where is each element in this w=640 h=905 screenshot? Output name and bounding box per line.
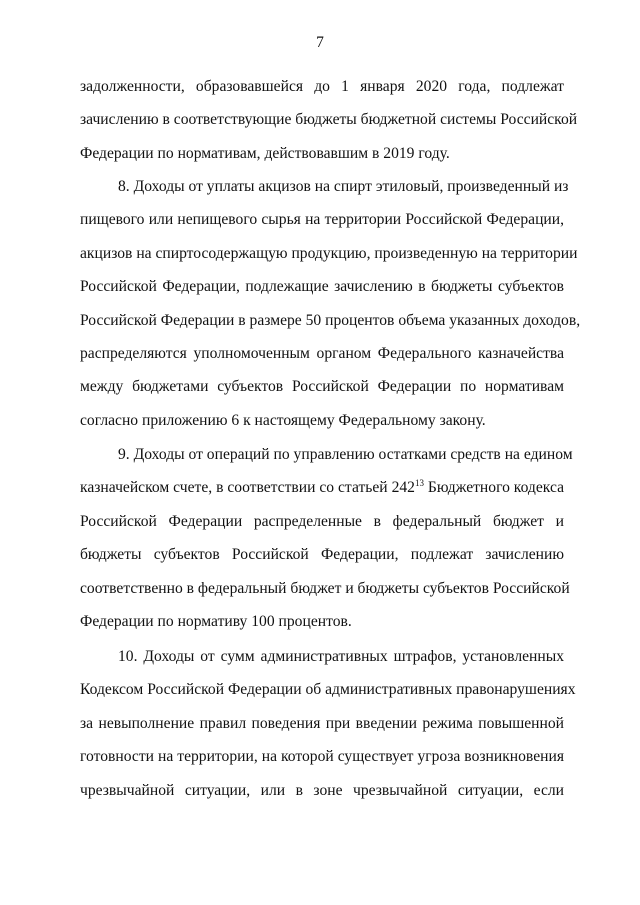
paragraph-item-9	[80, 438, 573, 638]
text-line: соответственно в федеральный бюджет и бюджеты субъектов Российской	[80, 579, 570, 597]
paragraph-continuation	[80, 70, 578, 170]
text-line: за невыполнение правил поведения при введении режима повышенной	[80, 714, 564, 732]
text-line: Российской Федерации в размере 50 процентов объема указанных доходов,	[80, 311, 581, 329]
text-segment: казначейском счете, в соответствии со статьей 242	[80, 479, 415, 497]
text-line: Федерации по нормативу 100 процентов.	[80, 612, 352, 630]
text-line: Российской Федерации распределенные в федеральный бюджет и	[80, 512, 564, 530]
paragraph-item-10	[80, 640, 576, 807]
paragraph-item-8	[80, 170, 581, 437]
text-line: задолженности, образовавшейся до 1 января 2020 года, подлежат	[80, 78, 564, 95]
text-line: пищевого или непищевого сырья на территории Российской Федерации,	[80, 211, 564, 229]
text-line: готовности на территории, на которой существует угроза возникновения	[80, 748, 564, 766]
text-line: акцизов на спиртосодержащую продукцию, произведенную на территории	[80, 244, 578, 262]
text-line: 9. Доходы от операций по управлению остатками средств на едином	[118, 446, 573, 463]
text-line: 10. Доходы от сумм административных штрафов, установленных	[118, 648, 564, 665]
text-line: Федерации по нормативам, действовавшим в 2019 году.	[80, 144, 450, 162]
text-line: согласно приложению 6 к настоящему Федеральному закону.	[80, 411, 486, 429]
text-line-with-superscript	[80, 471, 564, 504]
text-line: бюджеты субъектов Российской Федерации, подлежат зачислению	[80, 546, 564, 564]
text-segment: Бюджетного кодекса	[423, 479, 564, 497]
text-line: между бюджетами субъектов Российской Федерации по нормативам	[80, 378, 564, 396]
superscript: 13	[414, 478, 424, 489]
text-line: чрезвычайной ситуации, или в зоне чрезвычайной ситуации, если	[80, 781, 564, 799]
page-number: 7	[316, 34, 324, 51]
text-line: зачислению в соответствующие бюджеты бюджетной системы Российской	[80, 111, 578, 129]
text-line: Кодексом Российской Федерации об административных правонарушениях	[80, 681, 576, 699]
text-line: распределяются уполномоченным органом Федерального казначейства	[80, 344, 564, 362]
text-line: 8. Доходы от уплаты акцизов на спирт этиловый, произведенный из	[118, 178, 569, 195]
text-line: Российской Федерации, подлежащие зачислению в бюджеты субъектов	[80, 278, 564, 296]
